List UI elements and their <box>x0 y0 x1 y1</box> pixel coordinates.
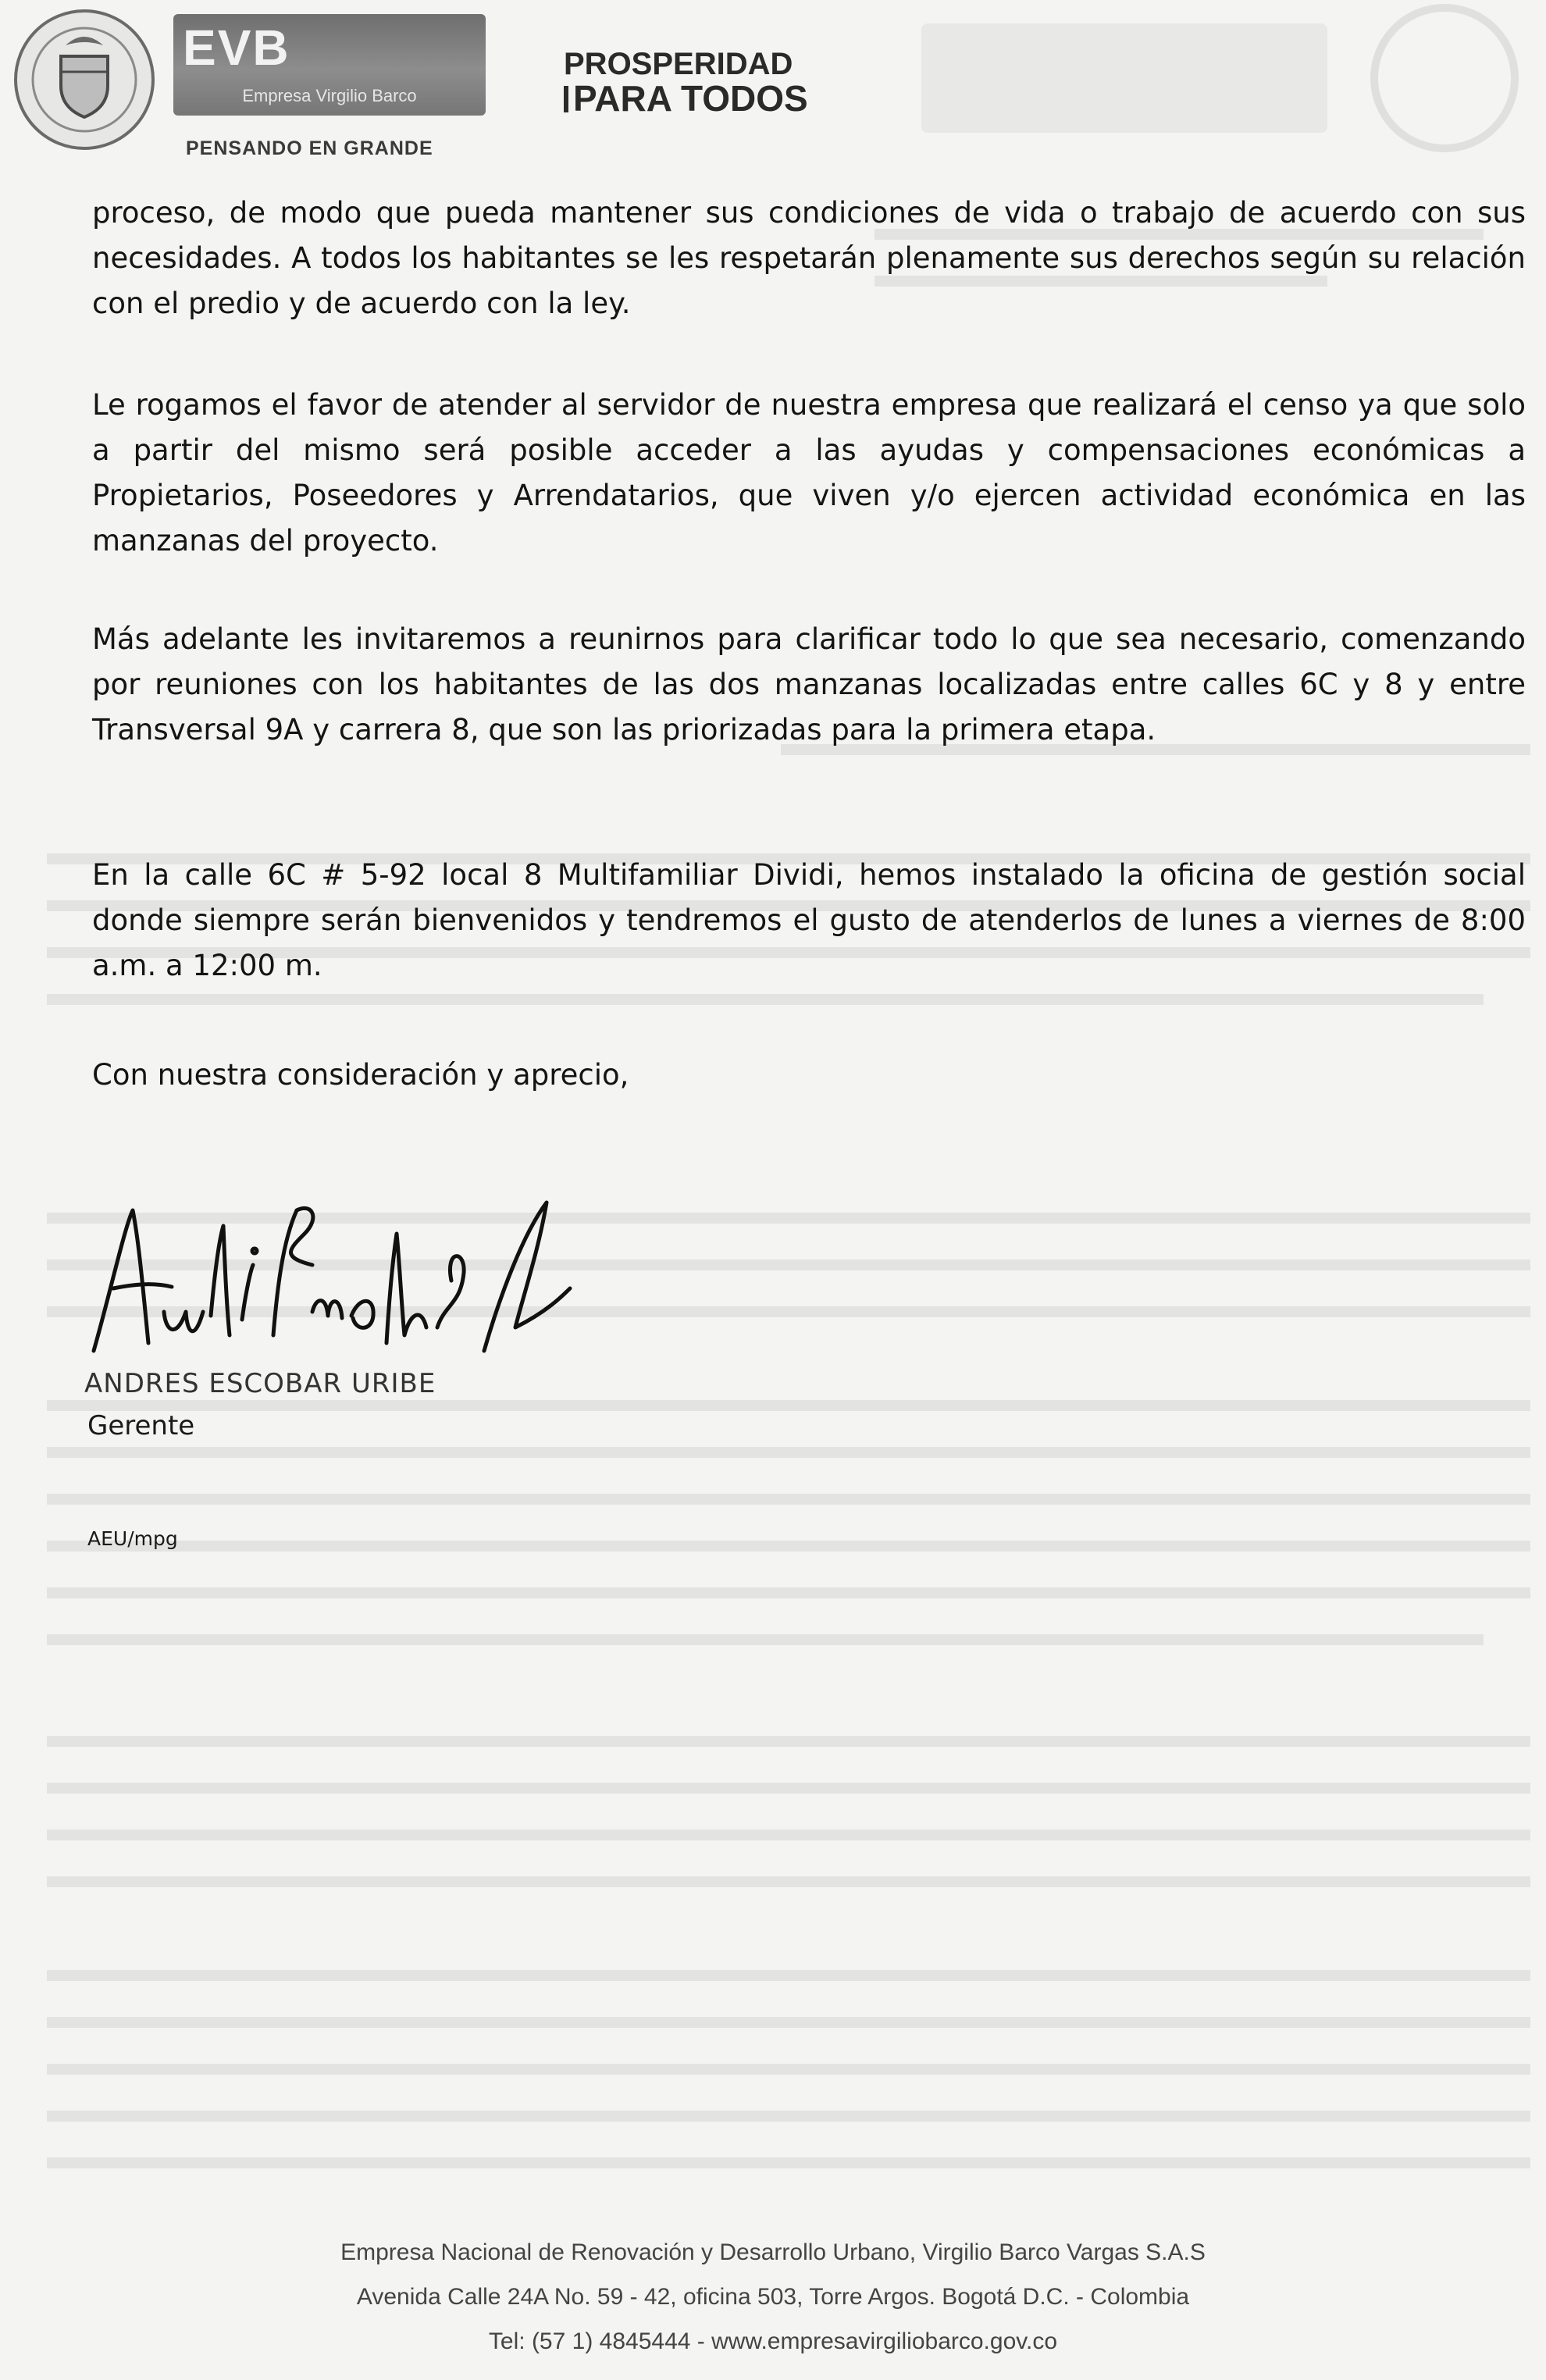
handwritten-signature <box>78 1179 578 1366</box>
footer-contact: Tel: (57 1) 4845444 - www.empresavirgiliobarco.gov.co <box>488 2328 1058 2354</box>
evb-logo-text: EVB <box>183 20 290 76</box>
closing-line: Con nuestra consideración y aprecio, <box>92 1058 629 1092</box>
paragraph-1: proceso, de modo que pueda mantener sus condiciones de vida o trabajo de acuerdo con sus necesidades. A todos los habitantes se les respetarán plenamente sus derechos según su relación con el predio y de acuerdo con la ley. <box>92 196 1526 320</box>
evb-logo <box>173 14 486 116</box>
evb-logo-subtitle: Empresa Virgilio Barco <box>242 86 417 105</box>
reference-initials: AEU/mpg <box>87 1527 178 1550</box>
paragraph-4: En la calle 6C # 5-92 local 8 Multifamiliar Dividi, hemos instalado la oficina de gestión social donde siempre serán bienvenidos y tendremos el gusto de atenderlos de lunes a viernes de 8:00 a.m. a 12:00 m. <box>92 858 1526 982</box>
footer-company: Empresa Nacional de Renovación y Desarrollo Urbano, Virgilio Barco Vargas S.A.S <box>340 2239 1206 2265</box>
paragraph-3: Más adelante les invitaremos a reunirnos para clarificar todo lo que sea necesario, comenzando por reuniones con los habitantes de las dos manzanas localizadas entre calles 6C y 8 y entre Transversal 9A y carrera 8, que son las priorizadas para la primera etapa. <box>92 622 1526 746</box>
coat-of-arms-seal-icon <box>11 6 158 153</box>
prosperidad-line1: PROSPERIDAD <box>564 47 793 81</box>
paragraph-2: Le rogamos el favor de atender al servidor de nuestra empresa que realizará el censo ya que solo a partir del mismo será posible acceder a las ayudas y compensaciones económicas a Propietarios, Poseedores y Arrendatarios, que viven y/o ejercen actividad económica en las manzanas del proyecto. <box>92 388 1526 558</box>
prosperidad-logo <box>564 47 808 119</box>
footer-address: Avenida Calle 24A No. 59 - 42, oficina 503, Torre Argos. Bogotá D.C. - Colombia <box>356 2284 1190 2310</box>
header-tagline: PENSANDO EN GRANDE <box>186 137 433 159</box>
signer-title: Gerente <box>87 1410 195 1441</box>
prosperidad-line2: PARA TODOS <box>564 81 808 116</box>
signer-name: ANDRES ESCOBAR URIBE <box>84 1368 436 1399</box>
